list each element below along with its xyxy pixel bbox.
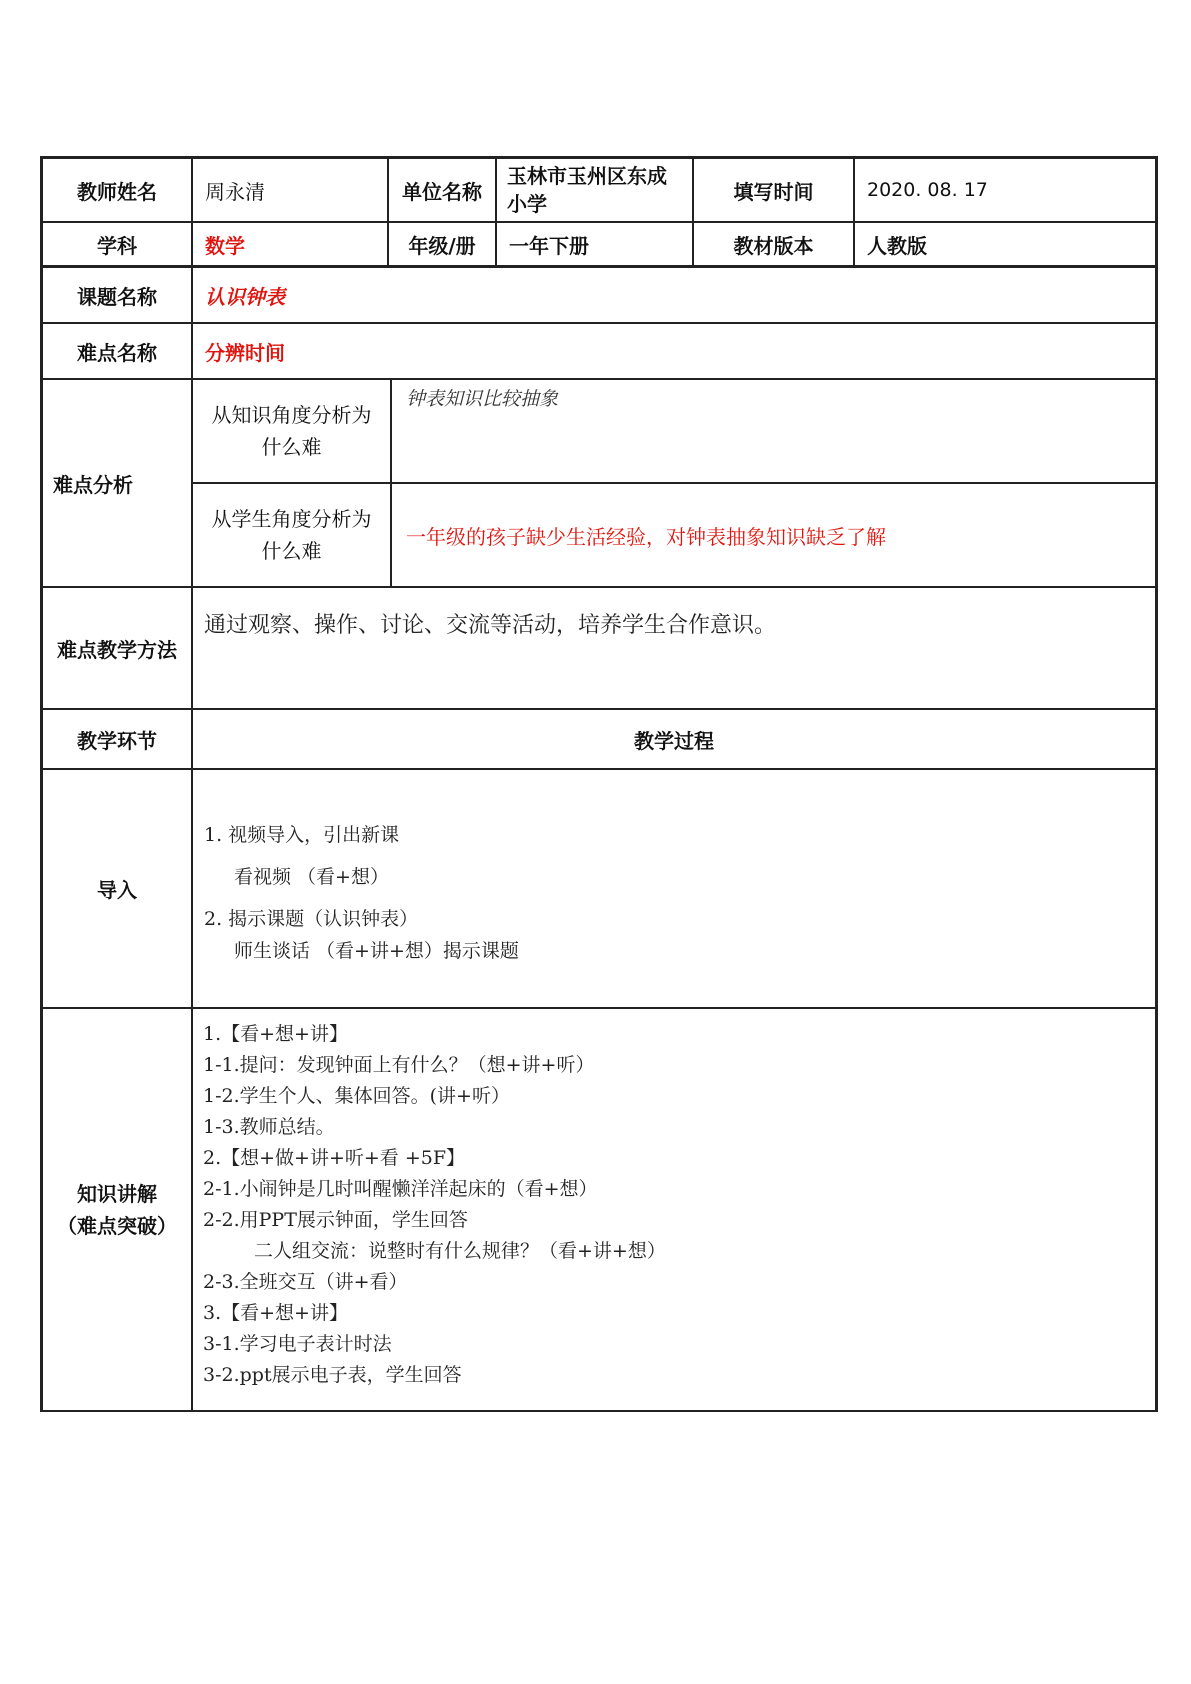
student-angle-line2: 什么难 [261, 539, 322, 563]
knowledge-line: 2.【想+做+讲+听+看 +5F】 [203, 1147, 466, 1169]
knowledge-line: 3-2.ppt展示电子表，学生回答 [203, 1364, 462, 1386]
knowledge-line: 3.【看+想+讲】 [203, 1302, 348, 1324]
unit-name-line1: 玉林市玉州区东成 [507, 164, 667, 188]
knowledge-label-line2: （难点突破） [57, 1213, 177, 1238]
teacher-name-value: 周永清 [205, 179, 265, 204]
difficulty-label: 难点名称 [77, 340, 157, 365]
unit-name-value [497, 159, 692, 221]
knowledge-line: 2-1.小闹钟是几时叫醒懒洋洋起床的（看+想） [203, 1178, 598, 1200]
topic-label: 课题名称 [77, 284, 157, 309]
knowledge-line: 1-2.学生个人、集体回答。(讲+听） [203, 1085, 510, 1107]
intro-line: 看视频 （看+想） [234, 866, 389, 888]
knowledge-line: 3-1.学习电子表计时法 [203, 1333, 392, 1355]
knowledge-angle-line2: 什么难 [261, 435, 322, 459]
knowledge-line: 1-1.提问：发现钟面上有什么？（想+讲+听） [203, 1054, 595, 1076]
edition-value: 人教版 [867, 234, 927, 258]
difficulty-value: 分辨时间 [205, 340, 285, 365]
topic-value: 认识钟表 [205, 284, 285, 309]
student-angle-label [193, 484, 390, 586]
knowledge-angle-line1: 从知识角度分析为 [211, 403, 372, 427]
knowledge-label [43, 1009, 191, 1410]
knowledge-angle-value: 钟表知识比较抽象 [406, 388, 559, 410]
edition-label: 教材版本 [733, 234, 814, 258]
unit-name-label: 单位名称 [402, 179, 482, 204]
unit-name-line2: 小学 [507, 192, 547, 216]
knowledge-line: 1-3.教师总结。 [203, 1116, 335, 1138]
intro-line: 师生谈话 （看+讲+想）揭示课题 [234, 940, 519, 962]
knowledge-line: 2-3.全班交互（讲+看） [203, 1271, 408, 1293]
subject-value: 数学 [205, 234, 245, 258]
teacher-name-label: 教师姓名 [77, 179, 157, 204]
knowledge-line: 二人组交流：说整时有什么规律？（看+讲+想） [254, 1240, 666, 1262]
method-label: 难点教学方法 [57, 637, 177, 662]
intro-line: 1. 视频导入，引出新课 [204, 824, 400, 846]
analysis-label: 难点分析 [53, 472, 133, 497]
knowledge-line: 2-2.用PPT展示钟面，学生回答 [203, 1209, 468, 1231]
process-header: 教学过程 [634, 728, 714, 753]
grade-value: 一年下册 [509, 234, 589, 258]
intro-line: 2. 揭示课题（认识钟表） [204, 908, 419, 930]
knowledge-angle-label [193, 380, 390, 482]
knowledge-line: 1.【看+想+讲】 [203, 1023, 348, 1045]
student-angle-value: 一年级的孩子缺少生活经验，对钟表抽象知识缺乏了解 [406, 524, 886, 549]
fill-date-label: 填写时间 [733, 179, 814, 204]
stage-header: 教学环节 [77, 728, 157, 753]
method-value: 通过观察、操作、讨论、交流等活动，培养学生合作意识。 [204, 613, 777, 638]
subject-label: 学科 [97, 234, 137, 258]
fill-date-value: 2020. 08. 17 [867, 179, 988, 201]
student-angle-line1: 从学生角度分析为 [211, 507, 372, 531]
grade-label: 年级/册 [408, 234, 476, 258]
knowledge-label-line1: 知识讲解 [77, 1181, 157, 1206]
intro-label: 导入 [97, 878, 137, 902]
